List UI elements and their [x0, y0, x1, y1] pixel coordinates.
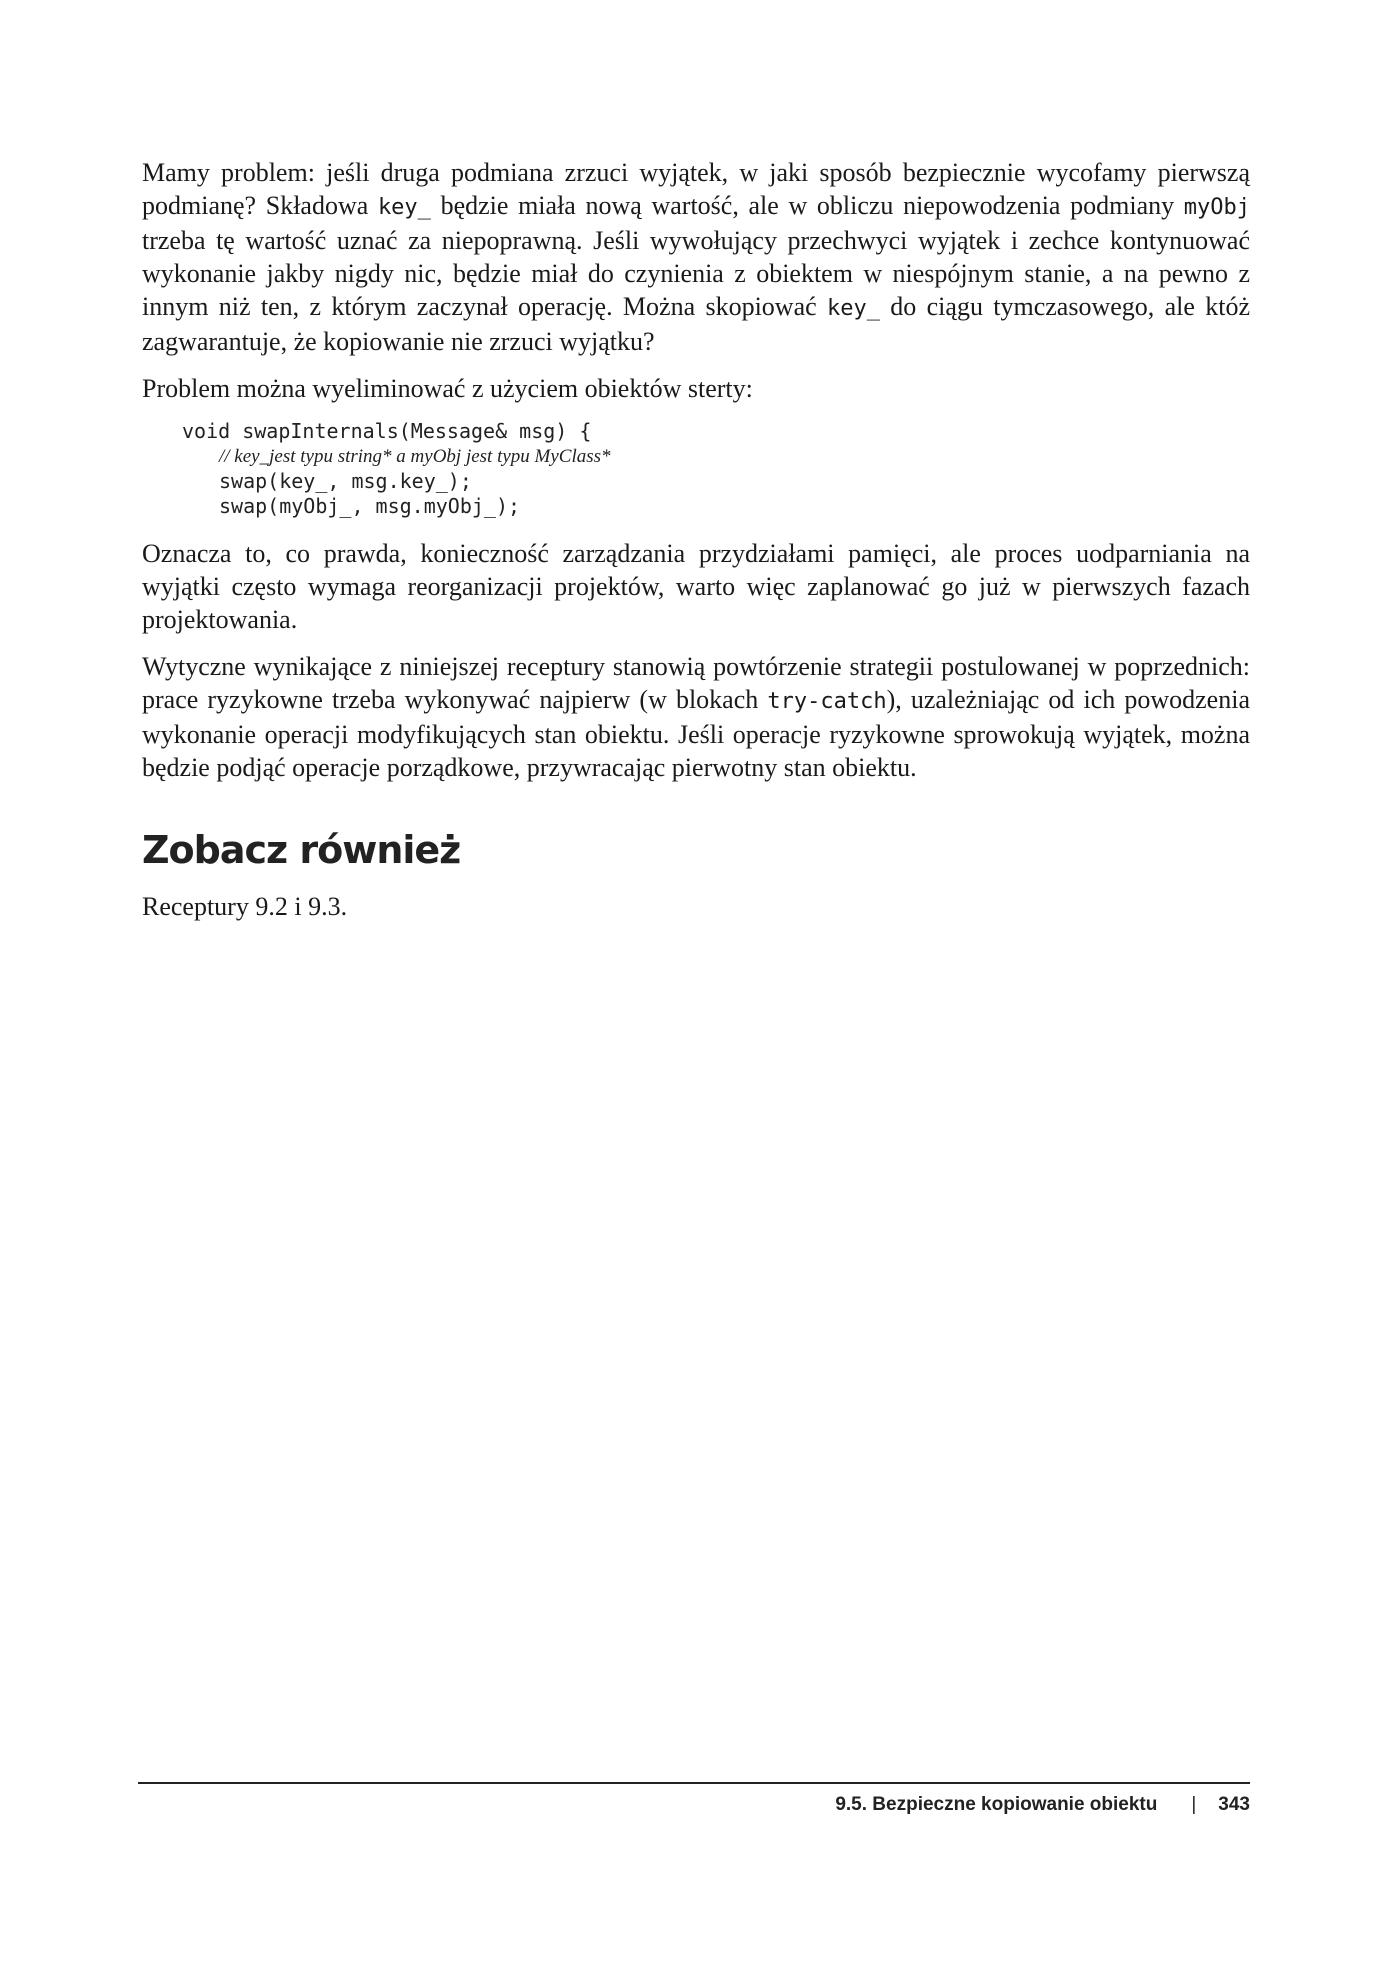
footer-chapter-title: 9.5. Bezpieczne kopiowanie obiektu: [835, 1794, 1158, 1815]
page-number: 343: [1218, 1794, 1250, 1815]
section-text: Receptury 9.2 i 9.3.: [142, 892, 348, 921]
paragraph-problem: [142, 156, 1250, 358]
text-run: Wytyczne wynikające z niniejszej receptury stanowią powtórzenie strategii postulowanej w poprzednich: prace ryzykowne trzeba wykonywać najpierw (w blokach: [142, 652, 1250, 714]
code-comment: // key_jest typu string* a myObj jest typu MyClass*: [219, 446, 611, 467]
text-run: Mamy problem: jeśli druga podmiana zrzuci wyjątek, w jaki sposób bezpiecznie wycofamy pierwszą podmianę? Składowa: [142, 158, 1250, 220]
text-run: do ciągu tymczasowego, ale któż zagwarantuje, że kopiowanie nie zrzuci wyjątku?: [142, 292, 1251, 356]
code-line: swap(key_, msg.key_);: [219, 469, 472, 493]
text-run: trzeba tę wartość uznać za niepoprawną. Jeśli wywołujący przechwyci wyjątek i zechce kontynuować wykonanie jakby nigdy nic, będzie miał do czynienia z obiektem w niespójnym stanie, a na pewno z innym niż ten, z którym zaczynał operację. Można skopiować: [142, 226, 1250, 321]
inline-code: key_: [377, 195, 431, 220]
section-heading: Zobacz również: [142, 828, 461, 872]
page-content: [142, 156, 1250, 937]
paragraph-memory-note: Oznacza to, co prawda, konieczność zarządzania przydziałami pamięci, ale proces uodparniania na wyjątki często wymaga reorganizacji projektów, warto więc zaplanować go już w pierwszych fazach projektowania.: [142, 539, 1250, 634]
code-line: swap(myObj_, msg.myObj_);: [219, 494, 521, 518]
inline-code: key_: [826, 296, 880, 321]
text-run: będzie miała nową wartość, ale w obliczu niepowodzenia podmiany: [430, 191, 1184, 220]
inline-code: try-catch: [767, 689, 887, 714]
footer-separator: |: [1191, 1794, 1197, 1815]
page-footer: [835, 1794, 1250, 1816]
paragraph-solution-intro: Problem można wyeliminować z użyciem obiektów sterty:: [142, 374, 753, 403]
text-run: ), uzależniając od ich powodzenia wykonanie operacji modyfikujących stan obiektu. Jeśli operacje ryzykowne sprowokują wyjątek, można będzie podjąć operacje porządkowe, przywracając pierwotny stan obiektu.: [142, 685, 1250, 782]
code-line: void swapInternals(Message& msg) {: [182, 419, 592, 443]
footer-rule: [138, 1782, 1250, 1784]
code-listing: [182, 419, 1250, 519]
paragraph-guidelines: [142, 650, 1250, 784]
inline-code: myObj: [1183, 195, 1251, 220]
